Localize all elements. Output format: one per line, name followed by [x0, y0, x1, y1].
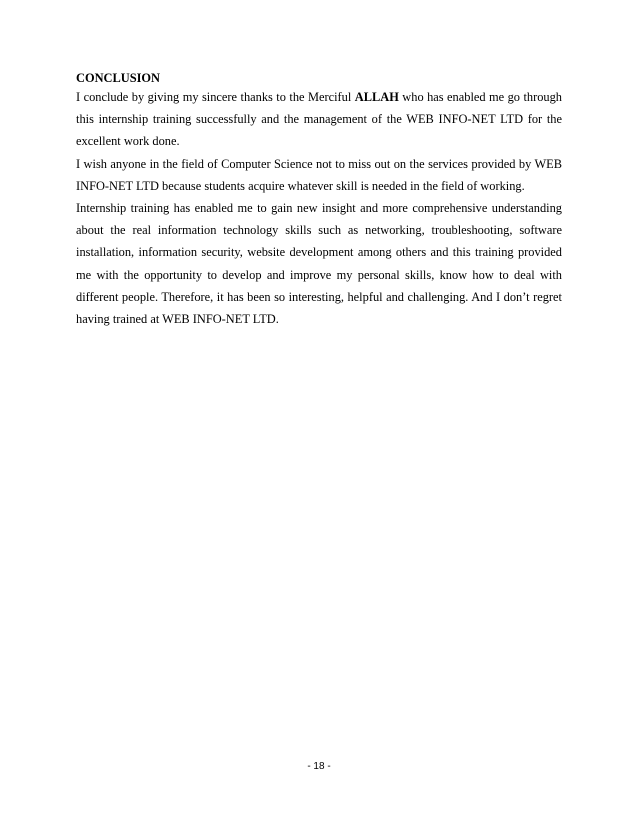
- document-body: [76, 70, 562, 330]
- emphasis-text: ALLAH: [354, 90, 399, 104]
- paragraph-thanks-start: I conclude by giving my sincere thanks to the Merciful: [76, 90, 355, 104]
- paragraph-recommendation: I wish anyone in the field of Computer Science not to miss out on the services provided by WEB INFO-NET LTD because students acquire whatever skill is needed in the field of working.: [76, 156, 562, 193]
- section-heading: CONCLUSION: [76, 71, 160, 85]
- paragraph-thanks: [76, 86, 562, 153]
- paragraph-internship-summary: Internship training has enabled me to gain new insight and more comprehensive understanding about the real information technology skills such as networking, troubleshooting, software installation, information security, website development among others and this training provided me with the opportunity to develop and improve my personal skills, know how to deal with different people. Therefore, it has been so interesting, helpful and challenging. And I don’t regret having trained at WEB INFO-NET LTD.: [76, 201, 562, 327]
- paragraph-thanks-end: who has enabled me go through this internship training successfully and the management of the WEB INFO-NET LTD for the excellent work done.: [76, 90, 562, 149]
- page-number: - 18 -: [307, 761, 331, 772]
